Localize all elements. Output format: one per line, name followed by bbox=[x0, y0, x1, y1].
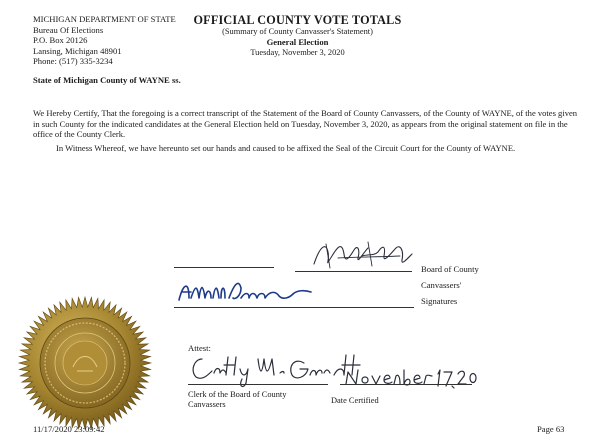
attest-label: Attest: bbox=[188, 343, 211, 353]
address-line: P.O. Box 20126 bbox=[33, 35, 88, 46]
address-line: MICHIGAN DEPARTMENT OF STATE bbox=[33, 14, 176, 24]
signature-line-3 bbox=[174, 307, 414, 308]
clerk-label-line: Clerk of the Board of County bbox=[188, 390, 287, 399]
footer-timestamp: 11/17/2020 23:09:42 bbox=[33, 424, 105, 434]
election-date: Tuesday, November 3, 2020 bbox=[250, 47, 345, 57]
gold-seal-icon bbox=[15, 293, 155, 433]
address-line: Bureau Of Elections bbox=[33, 24, 104, 35]
certification-paragraph: We Hereby Certify, That the foregoing is a correct transcript of the Statement of the Board of County Canvassers, of the County of WAYNE, of the votes given in such County for the indicated candidates at the General Election held on Tuesday, November 3, 2020, as appears from the original statement on file in the office of the County Clerk. bbox=[33, 108, 578, 140]
clerk-signature-line bbox=[188, 384, 328, 385]
state-county-line: State of Michigan County of WAYNE ss. bbox=[33, 75, 181, 85]
footer-page-number: Page 63 bbox=[537, 424, 565, 434]
date-certified-line bbox=[340, 384, 472, 385]
board-label-line: Signatures bbox=[421, 296, 458, 306]
clerk-label-line: Canvassers bbox=[188, 400, 226, 409]
board-label-line: Board of County bbox=[421, 264, 479, 274]
address-line: Phone: (517) 335-3234 bbox=[33, 56, 113, 67]
signature-line-1 bbox=[295, 271, 412, 272]
document-title: OFFICIAL COUNTY VOTE TOTALS bbox=[193, 13, 402, 27]
signature-line-2 bbox=[174, 267, 274, 268]
witness-paragraph: In Witness Whereof, we have hereunto set our hands and caused to be affixed the Seal of the Circuit Court for the County of WAYNE. bbox=[56, 143, 516, 153]
address-block bbox=[33, 14, 176, 67]
clerk-signature bbox=[188, 349, 363, 385]
date-certified-handwritten bbox=[344, 366, 474, 390]
board-label-line: Canvassers' bbox=[421, 280, 462, 290]
address-line: Lansing, Michigan 48901 bbox=[33, 45, 122, 56]
election-name: General Election bbox=[266, 37, 329, 48]
signature-2 bbox=[175, 278, 330, 308]
date-certified-label: Date Certified bbox=[331, 396, 379, 405]
document-subtitle: (Summary of County Canvasser's Statement) bbox=[222, 27, 373, 36]
title-block bbox=[185, 13, 410, 58]
signature-1 bbox=[308, 238, 418, 272]
